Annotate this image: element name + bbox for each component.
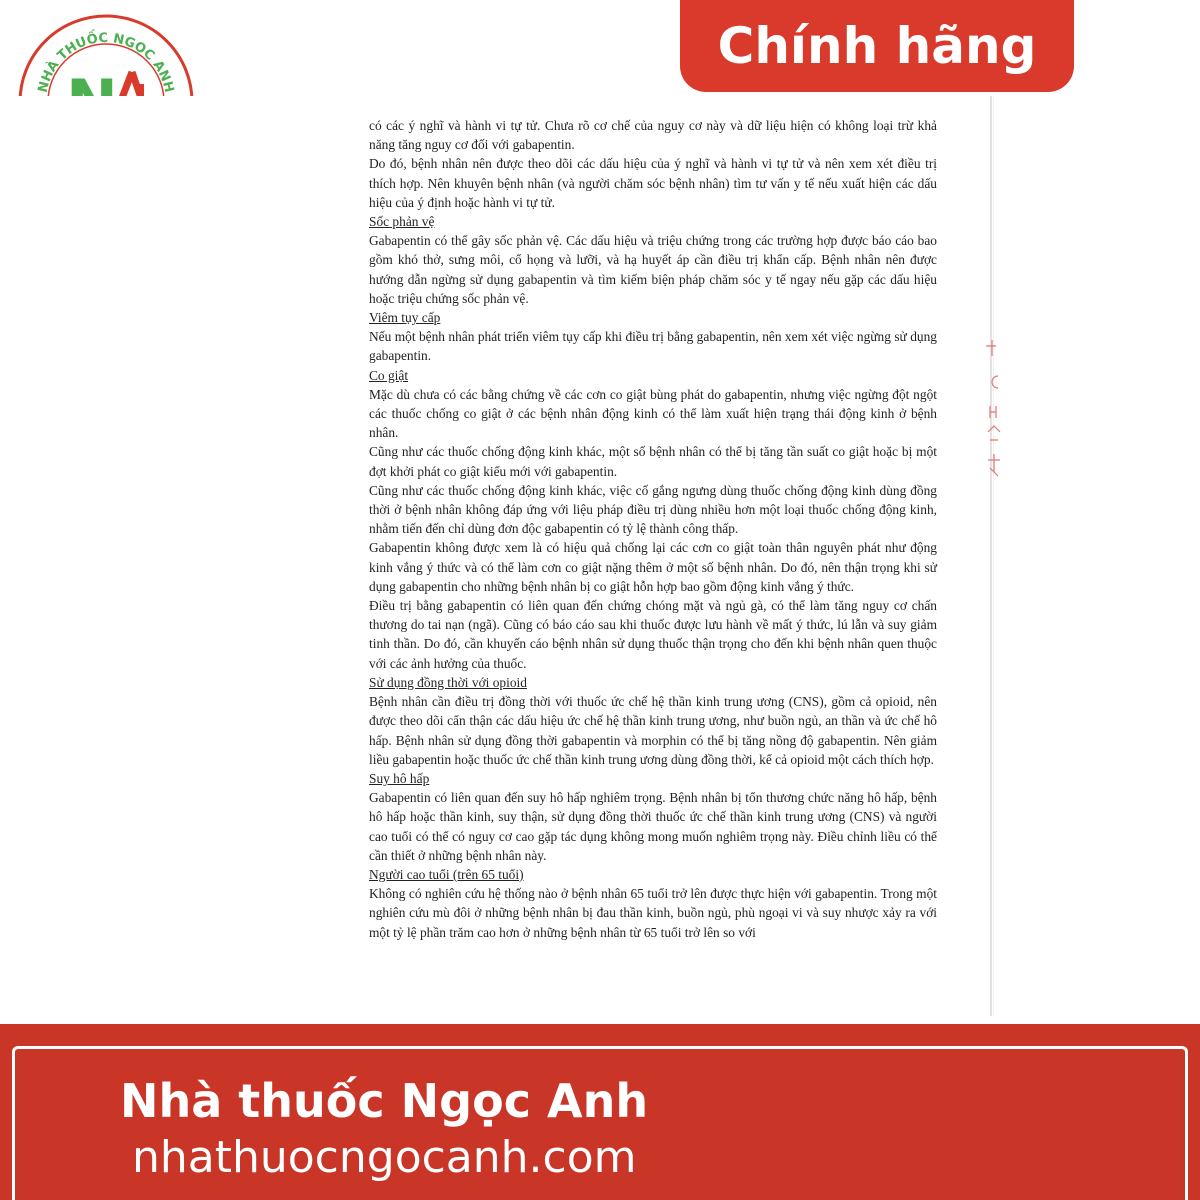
section-heading: Viêm tụy cấp: [369, 310, 441, 326]
section-heading: Sốc phản vệ: [369, 214, 435, 230]
paragraph: Cũng như các thuốc chống động kinh khác, một số bệnh nhân có thể bị tăng tần suất co giật hoặc bị một đợt khởi phát co giật kiểu mới với gabapentin.: [369, 444, 937, 479]
footer-banner: [0, 1024, 1200, 1200]
red-stamp-fragment: [978, 336, 1008, 486]
section-heading: Co giật: [369, 367, 409, 383]
leaflet-text: [369, 116, 937, 942]
paragraph: Gabapentin không được xem là có hiệu quả chống lại các cơn co giật toàn thân nguyên phát như động kinh vắng ý thức và có thể làm cơn co giật nặng thêm ở một số bệnh nhân. Do đó, nên thận trọng khi sử dụng gabapentin cho những bệnh nhân bị co giật hỗn hợp bao gồm động kinh vắng ý thức.: [369, 540, 937, 594]
paragraph: có các ý nghĩ và hành vi tự tử. Chưa rõ cơ chế của nguy cơ này và dữ liệu hiện có không loại trừ khả năng tăng nguy cơ đối với gabapentin.: [369, 118, 937, 153]
section-heading: Người cao tuổi (trên 65 tuổi): [369, 866, 524, 882]
paragraph: Do đó, bệnh nhân nên được theo dõi các dấu hiệu của ý nghĩ và hành vi tự tử và nên xem xét điều trị thích hợp. Nên khuyên bệnh nhân (và người chăm sóc bệnh nhân) tìm tư vấn y tế nếu xuất hiện các dấu hiệu của ý định hoặc hành vi tự tử.: [369, 156, 937, 210]
section-heading: Suy hô hấp: [369, 770, 430, 786]
paragraph: Nếu một bệnh nhân phát triển viêm tụy cấp khi điều trị bằng gabapentin, nên xem xét việc ngừng sử dụng gabapentin.: [369, 329, 937, 364]
paragraph: Cũng như các thuốc chống động kinh khác, việc cố gắng ngưng dùng thuốc chống động kinh dùng đồng thời ở bệnh nhân không đáp ứng với liệu pháp điều trị dùng nhiều hơn một loại thuốc chống động kinh, nhằm tiến đến chỉ dùng đơn độc gabapentin có tỷ lệ thành công thấp.: [369, 482, 937, 537]
footer-pharmacy-name: Nhà thuốc Ngọc Anh: [120, 1074, 649, 1128]
footer-website-link[interactable]: nhathuocngocanh.com: [132, 1132, 637, 1183]
logo-text-top: NHÀ THUỐC NGỌC ANH: [35, 30, 177, 95]
paragraph: Gabapentin có liên quan đến suy hô hấp nghiêm trọng. Bệnh nhân bị tổn thương chức năng hô hấp, bệnh hô hấp hoặc thần kinh, suy thận, sử dụng đồng thời thuốc ức chế thần kinh trung ương (CNS) và người cao tuổi có thể có nguy cơ cao gặp tác dụng không mong muốn nghiêm trọng này. Điều chỉnh liều có thể cần thiết ở những bệnh nhân này.: [369, 790, 937, 863]
section-heading: Sử dụng đồng thời với opioid: [369, 674, 527, 690]
page-edge-shadow: [993, 96, 994, 1016]
document-scan: [0, 96, 1200, 1026]
paragraph: Gabapentin có thể gây sốc phản vệ. Các dấu hiệu và triệu chứng trong các trường hợp được báo cáo bao gồm khó thở, sưng môi, cổ họng và lưỡi, và hạ huyết áp cần điều trị khẩn cấp. Bệnh nhân nên được hướng dẫn ngừng sử dụng gabapentin và tìm kiếm biện pháp chăm sóc y tế ngay nếu gặp các dấu hiệu hoặc triệu chứng sốc phản vệ.: [369, 233, 937, 306]
paragraph: Điều trị bằng gabapentin có liên quan đến chứng chóng mặt và ngủ gà, có thể làm tăng nguy cơ chấn thương do tai nạn (ngã). Cũng có báo cáo sau khi thuốc được lưu hành về mất ý thức, lú lẫn và suy giảm tinh thần. Do đó, cần khuyến cáo bệnh nhân sử dụng thuốc thận trọng cho đến khi bệnh nhân quen thuộc với các ảnh hưởng của thuốc.: [369, 598, 937, 671]
authentic-badge: Chính hãng: [680, 0, 1074, 92]
page-edge: [990, 96, 992, 1016]
paragraph: Không có nghiên cứu hệ thống nào ở bệnh nhân 65 tuổi trở lên được thực hiện với gabapentin. Trong một nghiên cứu mù đôi ở những bệnh nhân bị đau thần kinh, buồn ngủ, phù ngoại vi và suy nhược xảy ra với một tỷ lệ phần trăm cao hơn ở những bệnh nhân từ 65 tuổi trở lên so với: [369, 886, 937, 940]
paragraph: Bệnh nhân cần điều trị đồng thời với thuốc ức chế hệ thần kinh trung ương (CNS), gồm cả opioid, nên được theo dõi cẩn thận các dấu hiệu ức chế hệ thần kinh trung ương, như buồn ngủ, an thần và ức chế hô hấp. Bệnh nhân sử dụng đồng thời gabapentin và morphin có thể bị tăng nồng độ gabapentin. Nên giảm liều gabapentin hoặc thuốc ức chế thần kinh trung ương dùng đồng thời, kể cả opioid một cách thích hợp.: [369, 694, 937, 767]
paragraph: Mặc dù chưa có các bằng chứng về các cơn co giật bùng phát do gabapentin, nhưng việc ngừng đột ngột các thuốc chống co giật ở các bệnh nhân động kinh có thể làm xuất hiện trạng thái động kinh ở bệnh nhân.: [369, 386, 937, 441]
